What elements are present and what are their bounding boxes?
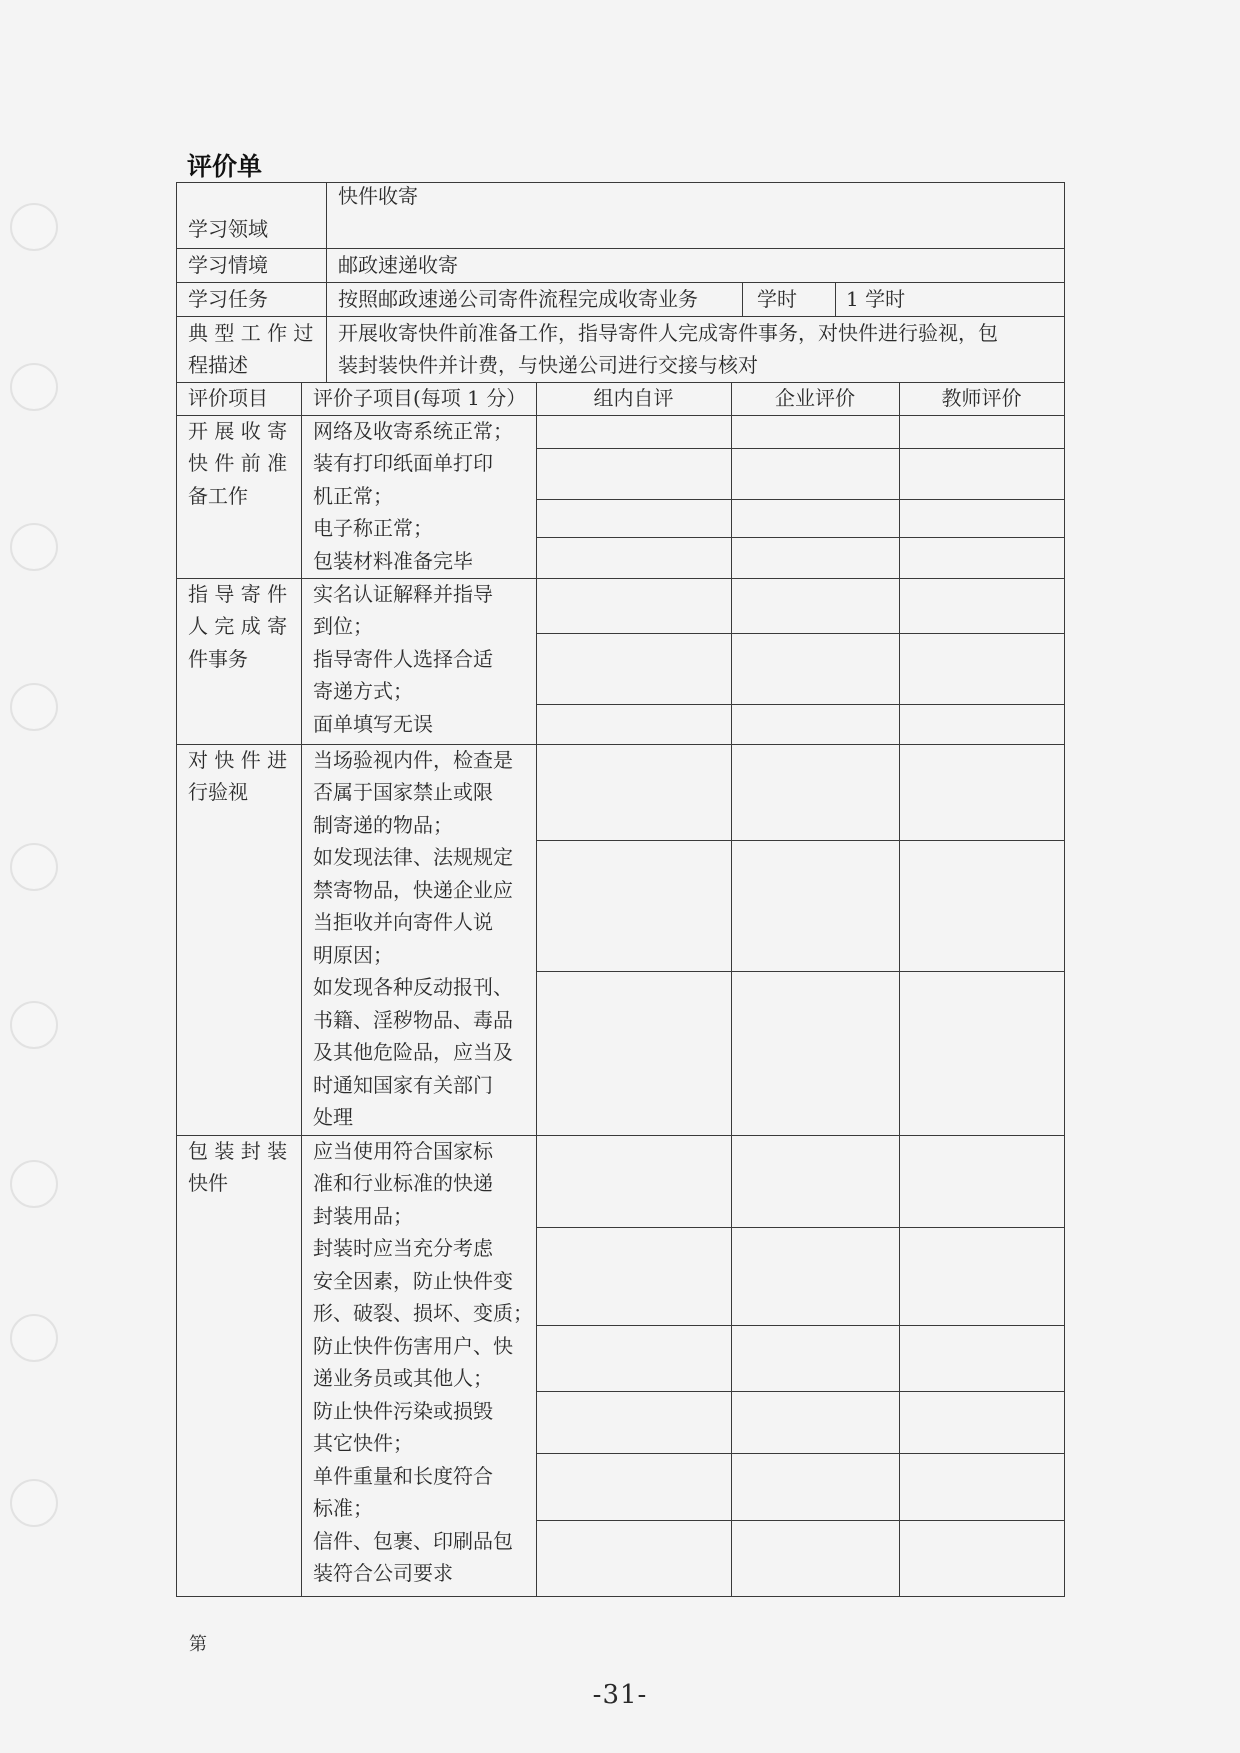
subitem-line: 标准； [313,1496,373,1520]
subitem-line: 网络及收寄系统正常； [313,419,513,443]
subitem-line: 封装用品； [313,1204,413,1228]
subitem-line: 单件重量和长度符合 [313,1464,493,1488]
subitem-line: 安全因素，防止快件变 [313,1269,513,1293]
hours-label: 学时 [757,287,797,311]
subitem-line: 明原因； [313,943,393,967]
column-header: 评价子项目(每项 1 分） [313,386,527,410]
subitem-line: 电子称正常； [313,516,433,540]
column-header: 组内自评 [593,386,674,410]
subitem-line: 应当使用符合国家标 [313,1139,493,1163]
subitem-line: 如发现各种反动报刊、 [313,975,513,999]
subitem-line: 到位； [313,614,373,638]
subitem-line: 寄递方式； [313,679,413,703]
subitem-line: 制寄递的物品； [313,813,453,837]
item-line: 快 件 前 准 [188,451,288,475]
binder-hole [10,1314,58,1362]
item-line: 件事务 [188,647,248,671]
subitem-line: 防止快件伤害用户、快 [313,1334,513,1358]
item-line: 对 快 件 进 [188,748,288,772]
binder-hole [10,1479,58,1527]
item-line: 开 展 收 寄 [188,419,288,443]
subitem-line: 面单填写无误 [313,712,433,736]
subitem-line: 指导寄件人选择合适 [313,647,493,671]
subitem-line: 装有打印纸面单打印 [313,451,493,475]
subitem-line: 装符合公司要求 [313,1561,453,1585]
situation-label: 学习情境 [188,253,268,277]
binder-hole [10,843,58,891]
process-value-line: 开展收寄快件前准备工作，指导寄件人完成寄件事务，对快件进行验视，包 [338,321,998,345]
subitem-line: 禁寄物品，快递企业应 [313,878,513,902]
evaluation-table [176,182,1064,1596]
column-header: 评价项目 [188,386,268,410]
binder-hole [10,523,58,571]
subitem-line: 防止快件污染或损毁 [313,1399,493,1423]
item-line: 快件 [188,1171,228,1195]
subitem-line: 时通知国家有关部门 [313,1073,493,1097]
subitem-line: 否属于国家禁止或限 [313,780,493,804]
subitem-line: 书籍、淫秽物品、毒品 [313,1008,513,1032]
subitem-line: 信件、包裹、印刷品包 [313,1529,513,1553]
page-title: 评价单 [187,152,263,181]
subitem-line: 如发现法律、法规规定 [313,845,513,869]
subitem-line: 当拒收并向寄件人说 [313,910,493,934]
binder-hole [10,363,58,411]
item-line: 指 导 寄 件 [188,582,288,606]
column-header: 教师评价 [941,386,1022,410]
subitem-line: 封装时应当充分考虑 [313,1236,493,1260]
item-line: 备工作 [188,484,248,508]
process-label-line: 程描述 [188,353,248,377]
subitem-line: 包装材料准备完毕 [313,549,473,573]
subitem-line: 实名认证解释并指导 [313,582,493,606]
situation-value: 邮政速递收寄 [338,253,458,277]
subitem-line: 当场验视内件，检查是 [313,748,513,772]
task-value: 按照邮政速递公司寄件流程完成收寄业务 [338,287,698,311]
binder-hole [10,1160,58,1208]
item-line: 行验视 [188,780,248,804]
process-label-line: 典 型 工 作 过 [188,321,314,345]
subitem-line: 及其他危险品，应当及 [313,1040,513,1064]
subitem-line: 准和行业标准的快递 [313,1171,493,1195]
footer-mark: 第 [189,1634,207,1655]
domain-value: 快件收寄 [338,184,418,208]
item-line: 包 装 封 装 [188,1139,288,1163]
hours-value: 1 学时 [846,287,906,311]
task-label: 学习任务 [188,287,268,311]
subitem-line: 递业务员或其他人； [313,1366,493,1390]
item-line: 人 完 成 寄 [188,614,288,638]
page-number: -31- [592,1680,648,1710]
subitem-line: 其它快件； [313,1431,413,1455]
binder-hole [10,203,58,251]
binder-hole [10,1001,58,1049]
subitem-line: 处理 [313,1105,353,1129]
domain-label: 学习领域 [188,217,268,241]
column-header: 企业评价 [775,386,855,410]
subitem-line: 机正常； [313,484,393,508]
subitem-line: 形、破裂、损坏、变质； [313,1301,533,1325]
binder-hole [10,683,58,731]
process-value-line: 装封装快件并计费，与快递公司进行交接与核对 [338,353,758,377]
